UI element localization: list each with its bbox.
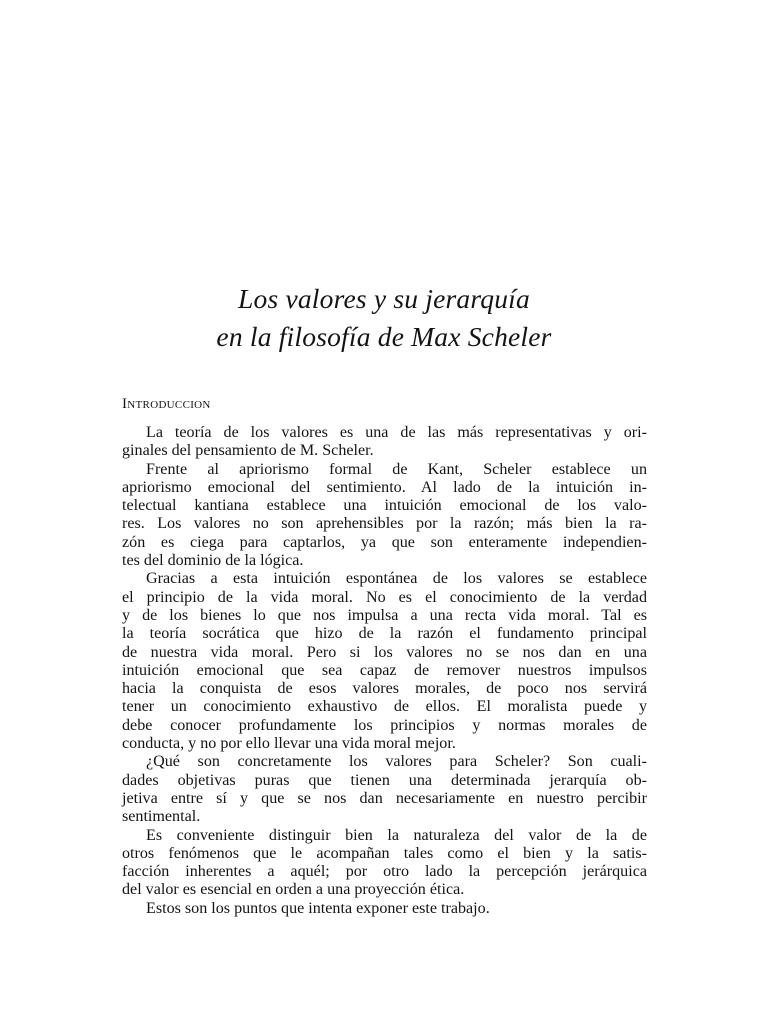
text-line: jetiva entre sí y que se nos dan necesariamente en nuestro percibir (122, 789, 647, 807)
text-line: sentimental. (122, 808, 201, 826)
text-line: el principio de la vida moral. No es el conocimiento de la verdad (122, 588, 647, 606)
text-line: debe conocer profundamente los principios y normas morales de (122, 716, 647, 734)
text-line: y de los bienes lo que nos impulsa a una recta vida moral. Tal es (122, 606, 647, 624)
text-line: del valor es esencial en orden a una proyección ética. (122, 881, 465, 899)
text-line: la teoría socrática que hizo de la razón el fundamento principal (122, 625, 647, 643)
text-line: zón es ciega para captarlos, ya que son enteramente independien- (122, 533, 647, 551)
title-line-2: en la filosofía de Max Scheler (216, 321, 552, 352)
page-title (0, 280, 768, 356)
text-line: Gracias a esta intuición espontánea de los valores se establece (146, 570, 647, 588)
text-line: Frente al apriorismo formal de Kant, Scheler establece un (146, 460, 647, 478)
text-line: apriorismo emocional del sentimiento. Al lado de la intuición in- (122, 478, 647, 496)
text-line: tener un conocimiento exhaustivo de ellos. El moralista puede y (122, 698, 647, 716)
text-line: de nuestra vida moral. Pero si los valores no se nos dan en una (122, 643, 647, 661)
text-line: ¿Qué son concretamente los valores para Scheler? Son cuali- (146, 753, 647, 771)
text-line: res. Los valores no son aprehensibles por la razón; más bien la ra- (122, 515, 647, 533)
text-line: conducta, y no por ello llevar una vida moral mejor. (122, 735, 456, 753)
text-line: otros fenómenos que le acompañan tales como el bien y la satis- (122, 844, 647, 862)
section-heading: Introduccion (122, 396, 211, 412)
text-line: Es conveniente distinguir bien la naturaleza del valor de la de (146, 826, 647, 844)
title-line-1: Los valores y su jerarquía (238, 283, 530, 314)
text-line: tes del dominio de la lógica. (122, 552, 304, 570)
text-line: Estos son los puntos que intenta exponer este trabajo. (146, 899, 490, 917)
text-line: hacia la conquista de esos valores morales, de poco nos servirá (122, 680, 647, 698)
body-text (122, 424, 647, 918)
text-line: dades objetivas puras que tienen una determinada jerarquía ob- (122, 771, 647, 789)
text-line: intuición emocional que sea capaz de remover nuestros impulsos (122, 661, 647, 679)
text-line: La teoría de los valores es una de las más representativas y ori- (146, 424, 647, 441)
text-line: telectual kantiana establece una intuición emocional de los valo- (122, 497, 647, 515)
text-line: facción inherentes a aquél; por otro lado la percepción jerárquica (122, 863, 647, 881)
text-line: ginales del pensamiento de M. Scheler. (122, 442, 374, 460)
